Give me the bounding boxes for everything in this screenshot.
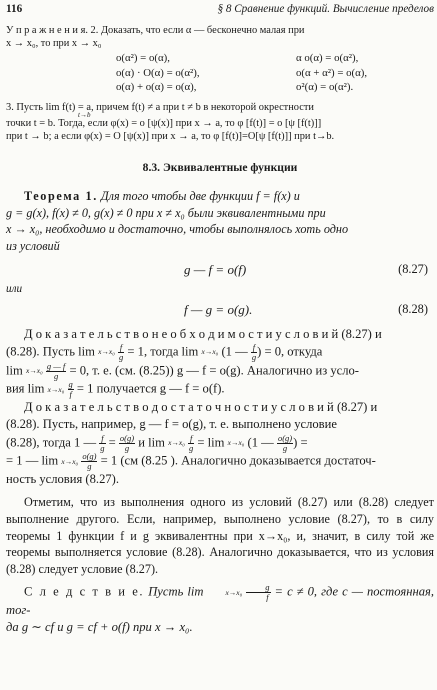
exercise-2-line-1: У п р а ж н е н и я. 2. Доказать, что если α — бесконечно малая при (6, 25, 305, 36)
text-fragment: вия lim (6, 381, 45, 396)
exercise-3 (6, 101, 434, 143)
text-fragment: lim (6, 362, 23, 377)
page-number: 116 (6, 3, 23, 15)
formula: o(α) · O(α) = o(α²), (116, 66, 200, 79)
equation-8-28 (6, 298, 434, 322)
fraction: $\frac{f}{g}$ (251, 341, 257, 362)
theorem-text: x → x₀, необходимо и достаточно, чтобы выполнялось хоть одно (6, 222, 349, 237)
or-label: или (6, 283, 23, 296)
theorem-1 (6, 188, 434, 254)
text-fragment: = 1 (см (8.25 ). Аналогично доказывается достаточ- (100, 453, 376, 468)
fraction: $\frac{o(g)}{g}$ (82, 451, 97, 472)
exercise-3-lim-subscript: t→b (78, 111, 91, 120)
necessity-proof (6, 326, 434, 400)
theorem-heading: Теорема 1. (24, 188, 98, 203)
textbook-page (6, 2, 434, 636)
formula: o(α) + o(α) = o(α), (116, 81, 197, 94)
equation: f — g = o(g). (184, 301, 253, 317)
corollary (6, 583, 434, 636)
necessity-line-4 (6, 380, 434, 399)
formula: o(α + α²) = o(α), (296, 66, 368, 79)
text-fragment: (1 — (221, 344, 248, 359)
necessity-heading: Д о к а з а т е л ь с т в о н е о б х о д и м о с т и у с л о в и й (8.27) и (24, 326, 382, 341)
text-fragment: = 1 получается g — f = o(f). (76, 381, 225, 396)
text-fragment: и lim (138, 434, 165, 449)
text-fragment: = c ≠ 0, где c — постоянная, тог- (6, 584, 435, 618)
text-fragment: Пусть lim (144, 584, 204, 599)
exercise-3-line-3: при t → b; а если φ(x) = O [ψ(x)] при x → a, то φ [f(t)]=O[ψ [f(t)]] при t→b. (6, 131, 335, 143)
sufficiency-heading: Д о к а з а т е л ь с т в о д о с т а т о ч н о с т и у с л о в и й (8.27) и (24, 400, 378, 415)
formula: o(α²) = o(α), (116, 52, 170, 65)
fraction: $\frac{o(g)}{g}$ (119, 432, 135, 453)
text-fragment: = 0, т. е. (см. (8.25)) g — f = o(g). Аналогично из усло- (69, 362, 359, 377)
text-fragment: ) (257, 344, 262, 359)
fraction: $\frac{f}{g}$ (118, 341, 124, 362)
theorem-text: из условий (6, 238, 60, 253)
text-fragment: = lim (197, 434, 225, 449)
sufficiency-line-5: ность условия (8.27). (6, 472, 120, 487)
text-fragment: = 0, откуда (264, 344, 323, 359)
fraction: $\frac{g}{f}$ (246, 583, 270, 602)
fraction: $\frac{f}{g}$ (100, 432, 105, 453)
running-head: § 8 Сравнение функций. Вычисление пределов (217, 3, 434, 15)
text-fragment: ) = (293, 434, 308, 449)
exercise-3-line-1: 3. Пусть lim f(t) = a, причем f(t) ≠ a при t ≠ b в некоторой окрестности (6, 102, 314, 113)
corollary-heading: С л е д с т в и е. (24, 584, 145, 599)
corollary-line-2: да g ∼ cf и g = cf + o(f) при x → x₀. (6, 620, 193, 635)
text-fragment: = 1 — lim (6, 453, 59, 468)
fraction: $\frac{g}{f}$ (68, 379, 73, 400)
text-fragment: = 1, тогда lim (127, 344, 199, 359)
sufficiency-proof (6, 399, 434, 488)
equation-number: (8.28) (398, 301, 428, 316)
text-fragment: (1 — (247, 434, 274, 449)
page-header (6, 2, 434, 18)
limit-subscript: x→x₀ (227, 438, 245, 448)
limit-subscript: x→x₀ (25, 366, 43, 376)
sufficiency-line-2: (8.28). Пусть, например, g — f = o(g), т. е. выполнено условие (6, 417, 337, 432)
equation-8-27 (6, 258, 434, 282)
sufficiency-line-4 (6, 452, 434, 471)
text-fragment: (8.28). Пусть lim (6, 344, 95, 359)
text-fragment: (8.28), тогда 1 — (6, 434, 97, 449)
limit-subscript: x→x₀ (47, 385, 65, 395)
limit-subscript: x→x₀ (168, 438, 185, 448)
exercise-2 (6, 24, 434, 95)
theorem-text: g = g(x), f(x) ≠ 0, g(x) ≠ 0 при x ≠ x₀ были эквивалентными при (6, 205, 326, 220)
fraction: $\frac{f}{g}$ (189, 432, 194, 453)
text-fragment: = (108, 434, 116, 449)
necessity-line-2 (6, 343, 434, 362)
limit-subscript: x→x₀ (225, 588, 243, 598)
equation-number: (8.27) (398, 262, 428, 277)
fraction: $\frac{o(g)}{g}$ (277, 432, 293, 453)
necessity-line-3 (6, 362, 434, 381)
limit-subscript: x→x₀ (98, 347, 115, 357)
remark-paragraph: Отметим, что из выполнения одного из условий (8.27) или (8.28) следует выполнение другого. Если, например, выполнено условие (8.27), то в силу теоремы 1 функции f и g эквивалентны при x→x₀, и, значит, в силу той же теоремы выполняется условие (8.28). Аналогично доказывается, что из условия (8.28) следует условие (8.27). (6, 495, 434, 576)
formula: α o(α) = o(α²), (296, 52, 359, 65)
formula: o²(α) = o(α²). (296, 81, 354, 94)
exercise-2-formulas (116, 52, 434, 95)
section-title: 8.3. Эквивалентные функции (142, 161, 298, 175)
fraction: $\frac{g — f}{g}$ (46, 360, 66, 381)
theorem-text: Для того чтобы две функции f = f(x) и (97, 188, 300, 203)
corollary-line-1 (6, 583, 434, 619)
limit-subscript: x→x₀ (61, 457, 79, 467)
exercise-3-line-2: точки t = b. Тогда, если φ(x) = o [ψ(x)] при x → a, то φ [f(t)] = o [ψ [f(t)]] (6, 117, 322, 129)
sufficiency-line-3 (6, 434, 434, 453)
limit-subscript: x→x₀ (201, 347, 219, 357)
equation: g — f = o(f) (184, 262, 247, 278)
exercise-2-line-2: x → x₀, то при x → x₀ (6, 38, 102, 50)
